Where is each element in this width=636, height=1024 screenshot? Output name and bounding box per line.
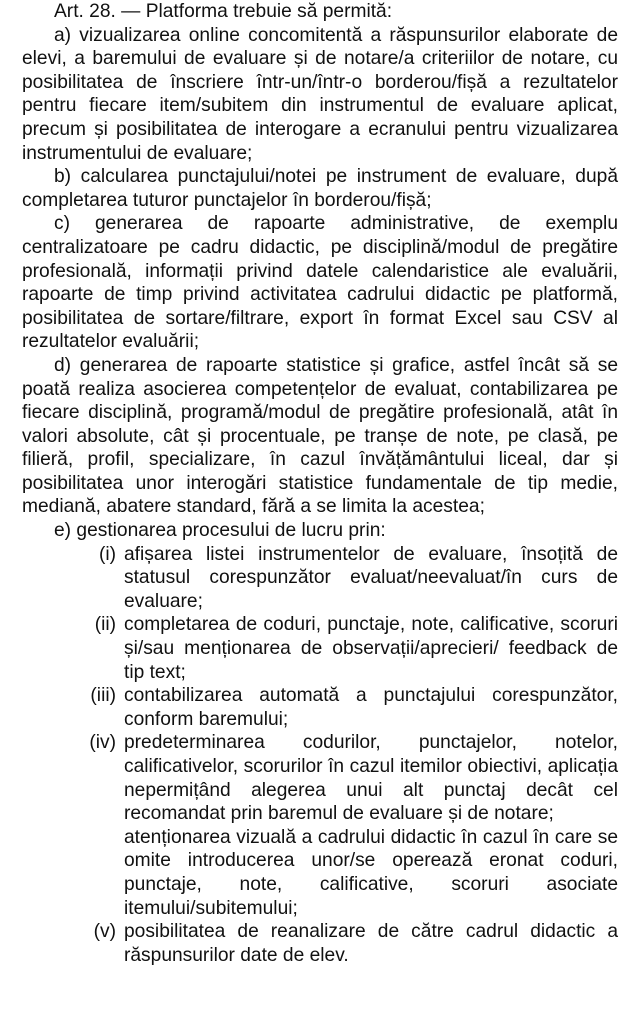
item-a: a) vizualizarea online concomitentă a răspunsurilor elaborate de elevi, a baremului de evaluare și de notare/a criteriilor de notare, cu posibilitatea de înscriere într-un/într-o borderou/fișă a rezultatelor pentru fiecare item/subitem din instrumentul de evaluare aplicat, precum și posibilitatea de interogare a ecranului pentru vizualizarea instrumentului de evaluare;	[22, 24, 618, 164]
item-c: c) generarea de rapoarte administrative, de exemplu centralizatoare pe cadru didactic, pe disciplină/modul de pregătire profesională, informații privind datele calendaristice ale evaluării, rapoarte de timp privind activitatea cadrului didactic pe platformă, posibilitatea de sortare/filtrare, export în format Excel sau CSV al rezultatelor evaluării;	[22, 213, 618, 353]
subitem-i	[22, 543, 618, 614]
subitem-number: (ii)	[94, 614, 116, 636]
subitem-number: (iii)	[90, 685, 116, 707]
item-d: d) generarea de rapoarte statistice și grafice, astfel încât să se poată realiza asocierea competențelor de evaluat, contabilizarea pe fiecare disciplină, programă/modul de pregătire profesională, atât în valori absolute, cât și procentuale, pe tranșe de note, pe clasă, pe filieră, profil, specializare, în cazul învățământului liceal, dar și posibilitatea unor interogări statistice fundamentale de tip medie, mediană, abatere standard, fără a se limita la acestea;	[22, 354, 618, 518]
subitem-number: (v)	[93, 921, 116, 943]
subitem-v	[22, 920, 618, 967]
subitem-ii	[22, 613, 618, 684]
subitem-text: afișarea listei instrumentelor de evaluare, însoțită de statusul corespunzător evaluat/neevaluat/în curs de evaluare;	[124, 543, 618, 612]
item-b: b) calcularea punctajului/notei pe instrument de evaluare, după completarea tuturor punctajelor în borderou/fișă;	[22, 166, 618, 211]
legal-document	[22, 0, 618, 967]
subitem-number: (iv)	[89, 732, 116, 754]
subitem-text-group	[116, 731, 618, 920]
subitem-text: posibilitatea de reanalizare de către cadrul didactic a răspunsurilor date de elev.	[124, 921, 618, 966]
subitem-text: predeterminarea codurilor, punctajelor, notelor, calificativelor, scorurilor în cazul itemilor obiectivi, aplicația nepermițând alegerea unui alt punctaj decât cel recomandat prin baremul de evaluare și de notare;	[124, 732, 618, 825]
subitem-text: completarea de coduri, punctaje, note, calificative, scoruri și/sau menționarea de observații/aprecieri/ feedback de tip text;	[124, 614, 618, 683]
subitem-number: (i)	[98, 543, 116, 565]
subitem-text-continued: atenționarea vizuală a cadrului didactic în cazul în care se omite introducerea unor/se operează eronat coduri, punctaje, note, calificative, scoruri asociate itemului/subitemului;	[124, 826, 618, 919]
subitem-iv	[22, 731, 618, 920]
article-heading: Art. 28. — Platforma trebuie să permită:	[54, 1, 393, 22]
subitem-iii	[22, 684, 618, 731]
subitem-text: contabilizarea automată a punctajului corespunzător, conform baremului;	[124, 685, 618, 730]
item-e: e) gestionarea procesului de lucru prin:	[54, 520, 386, 542]
